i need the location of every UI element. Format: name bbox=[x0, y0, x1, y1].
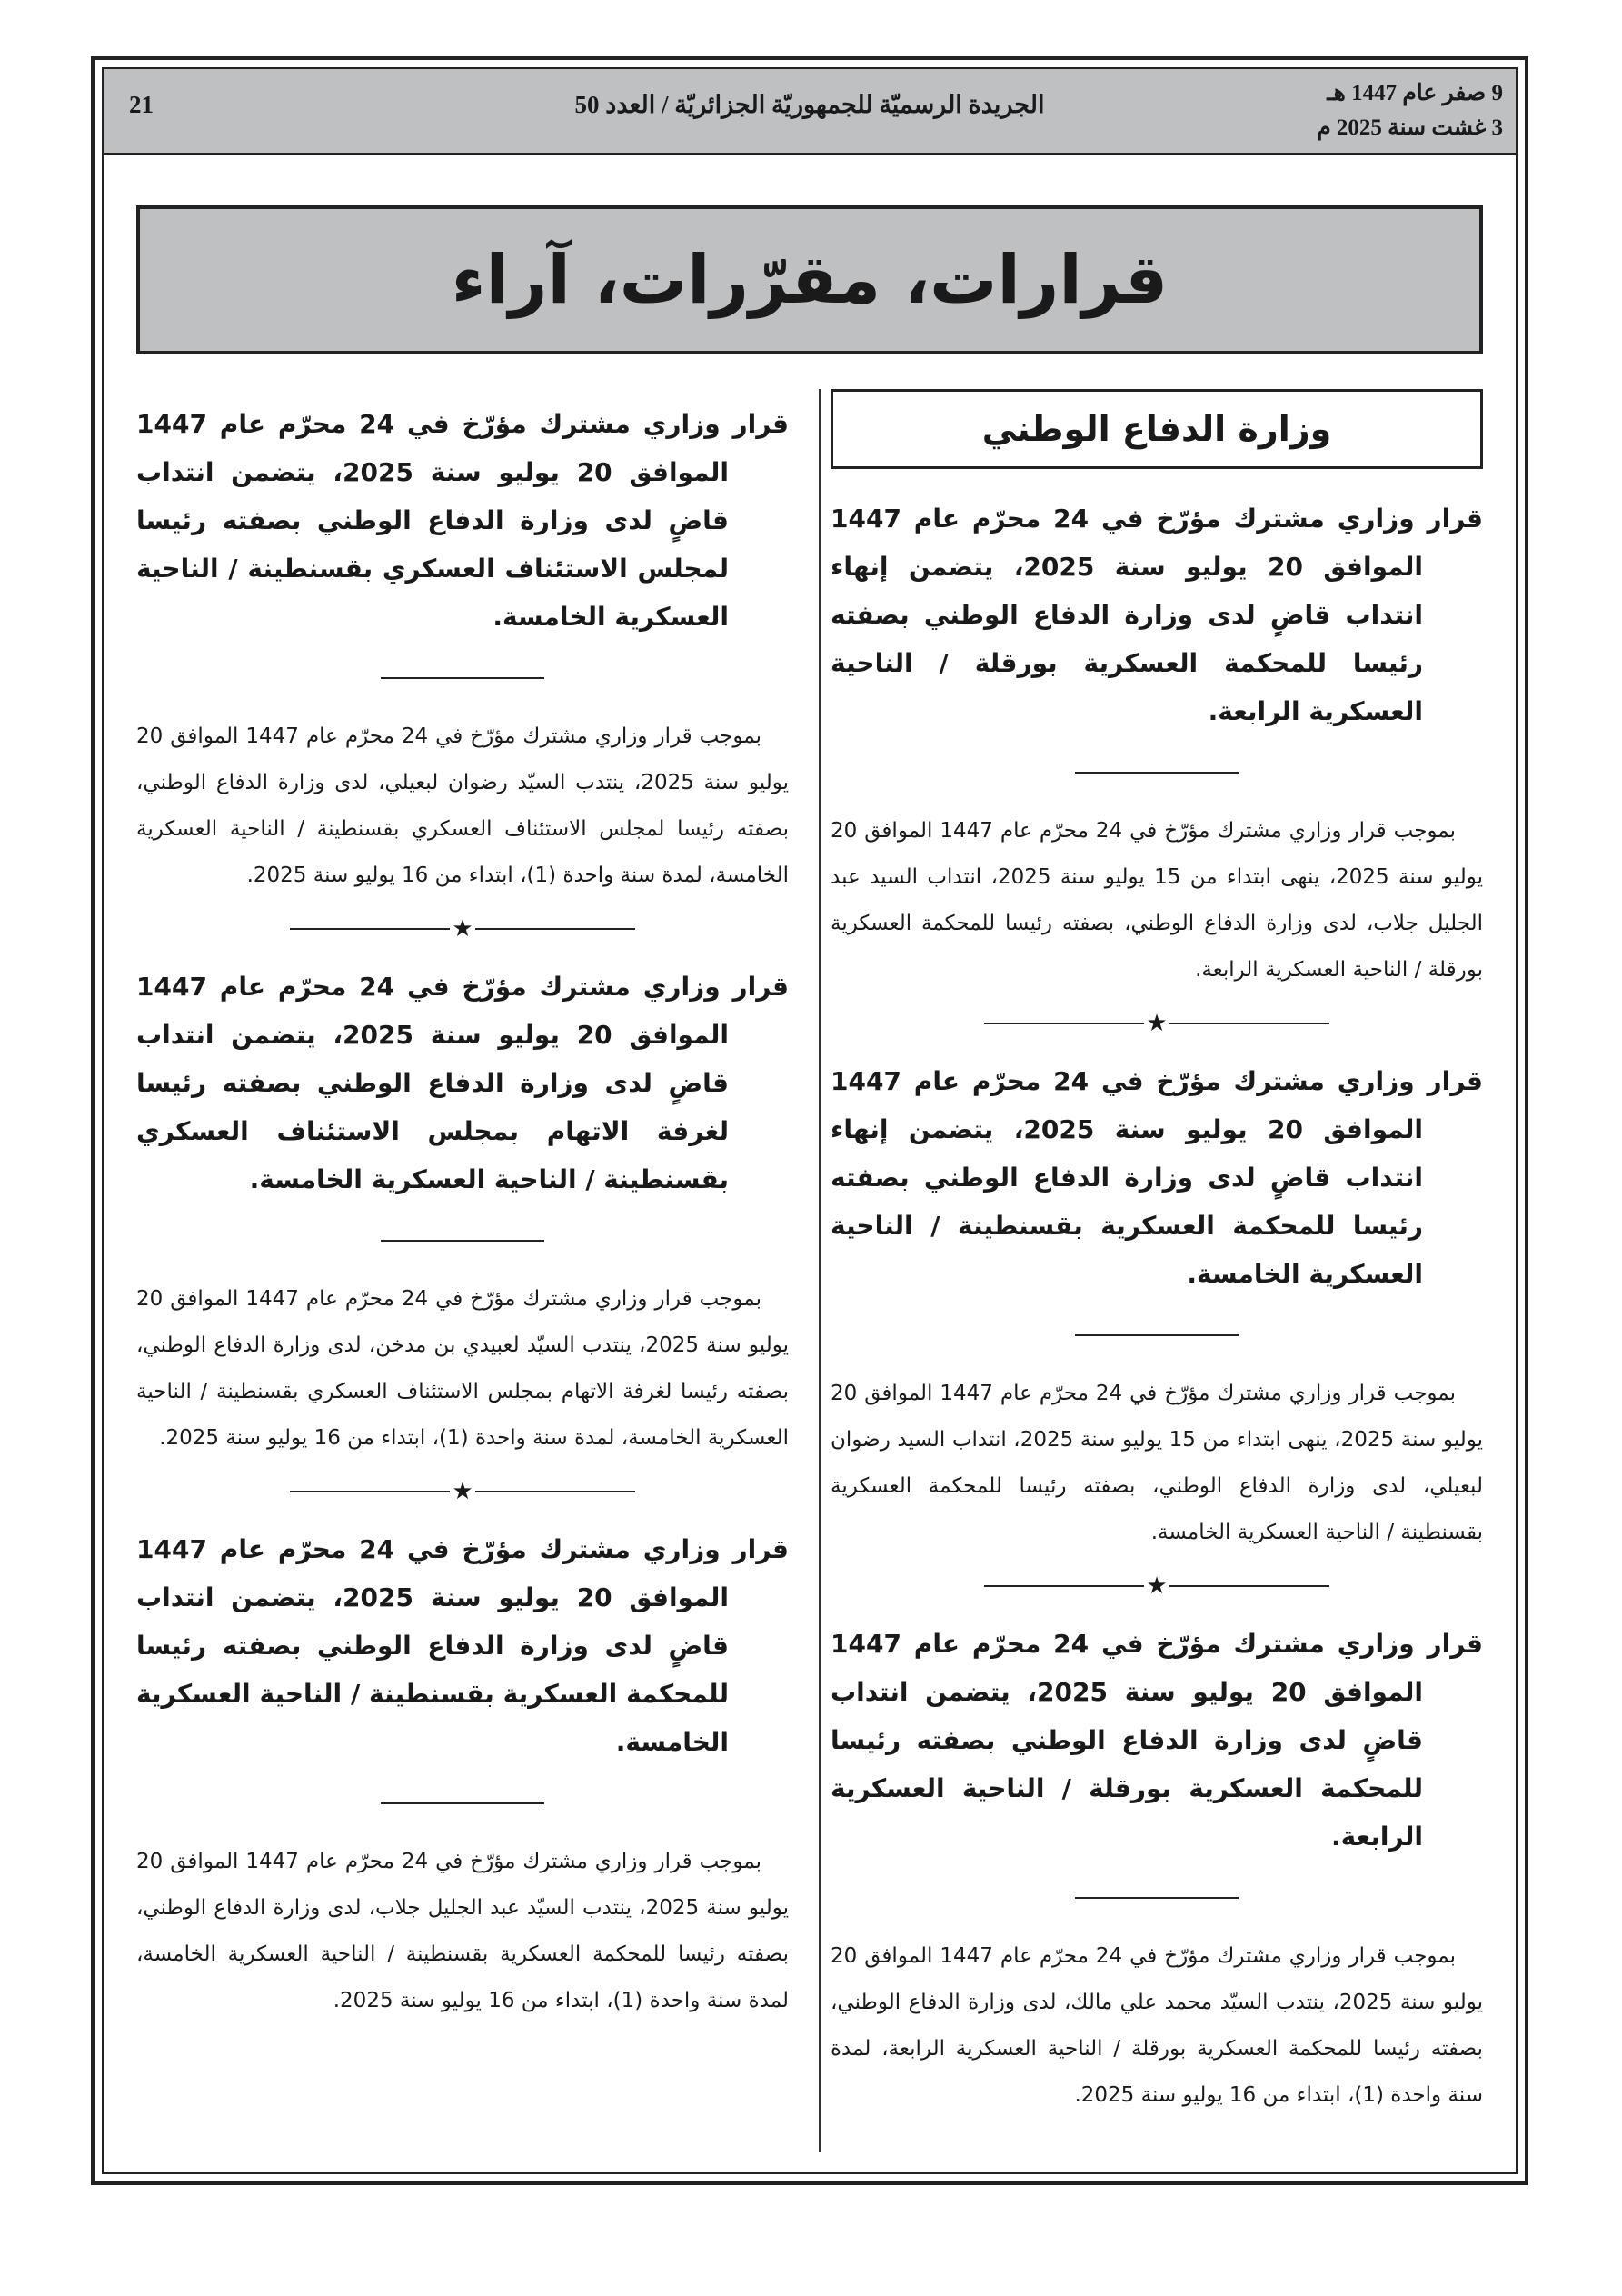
decision-heading: قرار وزاري مشترك مؤرّخ في 24 محرّم عام 1447 الموافق 20 يوليو سنة 2025، يتضمن انتداب قاضٍ لدى وزارة الدفاع الوطني بصفته رئيسا للمحكمة العسكرية بورقلة / الناحية العسكرية الرابعة. bbox=[831, 1629, 1483, 1852]
gregorian-date: 3 غشت سنة 2025 م bbox=[1317, 115, 1503, 140]
left-column bbox=[136, 400, 789, 2024]
decision-heading: قرار وزاري مشترك مؤرّخ في 24 محرّم عام 1447 الموافق 20 يوليو سنة 2025، يتضمن إنهاء انتداب قاضٍ لدى وزارة الدفاع الوطني بصفته رئيسا للمحكمة العسكرية بقسنطينة / الناحية العسكرية الخامسة. bbox=[831, 1066, 1483, 1289]
short-divider bbox=[1075, 1334, 1239, 1336]
banner-title: قرارات، مقرّرات، آراء bbox=[451, 241, 1169, 319]
short-divider bbox=[1075, 1897, 1239, 1899]
star-icon: ★ bbox=[1146, 1010, 1168, 1037]
page-number: 21 bbox=[129, 91, 154, 118]
ministry-box bbox=[831, 389, 1483, 469]
star-separator bbox=[984, 1574, 1329, 1598]
column-divider bbox=[819, 389, 821, 2152]
star-separator bbox=[984, 1012, 1329, 1035]
section-banner bbox=[136, 205, 1483, 354]
journal-header bbox=[104, 69, 1516, 155]
decision-heading: قرار وزاري مشترك مؤرّخ في 24 محرّم عام 1447 الموافق 20 يوليو سنة 2025، يتضمن انتداب قاضٍ لدى وزارة الدفاع الوطني بصفته رئيسا للمحكمة العسكرية بقسنطينة / الناحية العسكرية الخامسة. bbox=[136, 1534, 789, 1757]
short-divider bbox=[381, 1802, 544, 1804]
star-icon: ★ bbox=[452, 1478, 473, 1505]
ministry-title: وزارة الدفاع الوطني bbox=[981, 409, 1332, 449]
decision-body: بموجب قرار وزاري مشترك مؤرّخ في 24 محرّم عام 1447 الموافق 20 يوليو سنة 2025، ينتدب السيّد محمد علي مالك، لدى وزارة الدفاع الوطني، بصفته رئيسا للمحكمة العسكرية بورقلة / الناحية العسكرية الرابعة، لمدة سنة واحدة (1)، ابتداء من 16 يوليو سنة 2025. bbox=[831, 1944, 1484, 2107]
decision-body: بموجب قرار وزاري مشترك مؤرّخ في 24 محرّم عام 1447 الموافق 20 يوليو سنة 2025، ينتدب السيّد رضوان لبعيلي، لدى وزارة الدفاع الوطني، بصفته رئيسا لمجلس الاستئناف العسكري بقسنطينة / الناحية العسكرية الخامسة، لمدة سنة واحدة (1)، ابتداء من 16 يوليو سنة 2025. bbox=[136, 724, 789, 887]
star-separator bbox=[290, 1480, 635, 1503]
decision-heading: قرار وزاري مشترك مؤرّخ في 24 محرّم عام 1447 الموافق 20 يوليو سنة 2025، يتضمن انتداب قاضٍ لدى وزارة الدفاع الوطني بصفته رئيسا لمجلس الاستئناف العسكري بقسنطينة / الناحية العسكرية الخامسة. bbox=[136, 409, 789, 632]
hijri-date: 9 صفر عام 1447 هـ bbox=[1327, 81, 1503, 105]
journal-title: الجريدة الرسميّة للجمهوريّة الجزائريّة / العدد 50 bbox=[574, 91, 1045, 118]
star-icon: ★ bbox=[452, 915, 473, 943]
decision-heading: قرار وزاري مشترك مؤرّخ في 24 محرّم عام 1447 الموافق 20 يوليو سنة 2025، يتضمن إنهاء انتداب قاضٍ لدى وزارة الدفاع الوطني بصفته رئيسا للمحكمة العسكرية بورقلة / الناحية العسكرية الرابعة. bbox=[831, 504, 1483, 726]
page-frame bbox=[91, 56, 1528, 2185]
page-inner-frame bbox=[102, 67, 1518, 2174]
star-separator bbox=[290, 917, 635, 941]
short-divider bbox=[381, 1240, 544, 1242]
star-icon: ★ bbox=[1146, 1572, 1168, 1600]
decision-body: بموجب قرار وزاري مشترك مؤرّخ في 24 محرّم عام 1447 الموافق 20 يوليو سنة 2025، ينتدب السيّد لعبيدي بن مدخن، لدى وزارة الدفاع الوطني، بصفته رئيسا لغرفة الاتهام بمجلس الاستئناف العسكري بقسنطينة / الناحية العسكرية الخامسة، لمدة سنة واحدة (1)، ابتداء من 16 يوليو سنة 2025. bbox=[136, 1287, 789, 1450]
decision-body: بموجب قرار وزاري مشترك مؤرّخ في 24 محرّم عام 1447 الموافق 20 يوليو سنة 2025، ينتدب السيّد عبد الجليل جلاب، لدى وزارة الدفاع الوطني، بصفته رئيسا للمحكمة العسكرية بقسنطينة / الناحية العسكرية الخامسة، لمدة سنة واحدة (1)، ابتداء من 16 يوليو سنة 2025. bbox=[136, 1850, 790, 2012]
decision-body: بموجب قرار وزاري مشترك مؤرّخ في 24 محرّم عام 1447 الموافق 20 يوليو سنة 2025، ينهى ابتداء من 15 يوليو سنة 2025، انتداب السيد عبد الجليل جلاب، لدى وزارة الدفاع الوطني، بصفته رئيسا للمحكمة العسكرية بورقلة / الناحية العسكرية الرابعة. bbox=[831, 819, 1483, 982]
decision-heading: قرار وزاري مشترك مؤرّخ في 24 محرّم عام 1447 الموافق 20 يوليو سنة 2025، يتضمن انتداب قاضٍ لدى وزارة الدفاع الوطني بصفته رئيسا لغرفة الاتهام بمجلس الاستئناف العسكري بقسنطينة / الناحية العسكرية الخامسة. bbox=[136, 972, 789, 1194]
short-divider bbox=[1075, 772, 1239, 774]
decision-body: بموجب قرار وزاري مشترك مؤرّخ في 24 محرّم عام 1447 الموافق 20 يوليو سنة 2025، ينهى ابتداء من 15 يوليو سنة 2025، انتداب السيد رضوان لبعيلي، لدى وزارة الدفاع الوطني، بصفته رئيسا للمحكمة العسكرية بقسنطينة / الناحية العسكرية الخامسة. bbox=[831, 1382, 1483, 1544]
right-column bbox=[831, 389, 1483, 2119]
short-divider bbox=[381, 677, 544, 679]
